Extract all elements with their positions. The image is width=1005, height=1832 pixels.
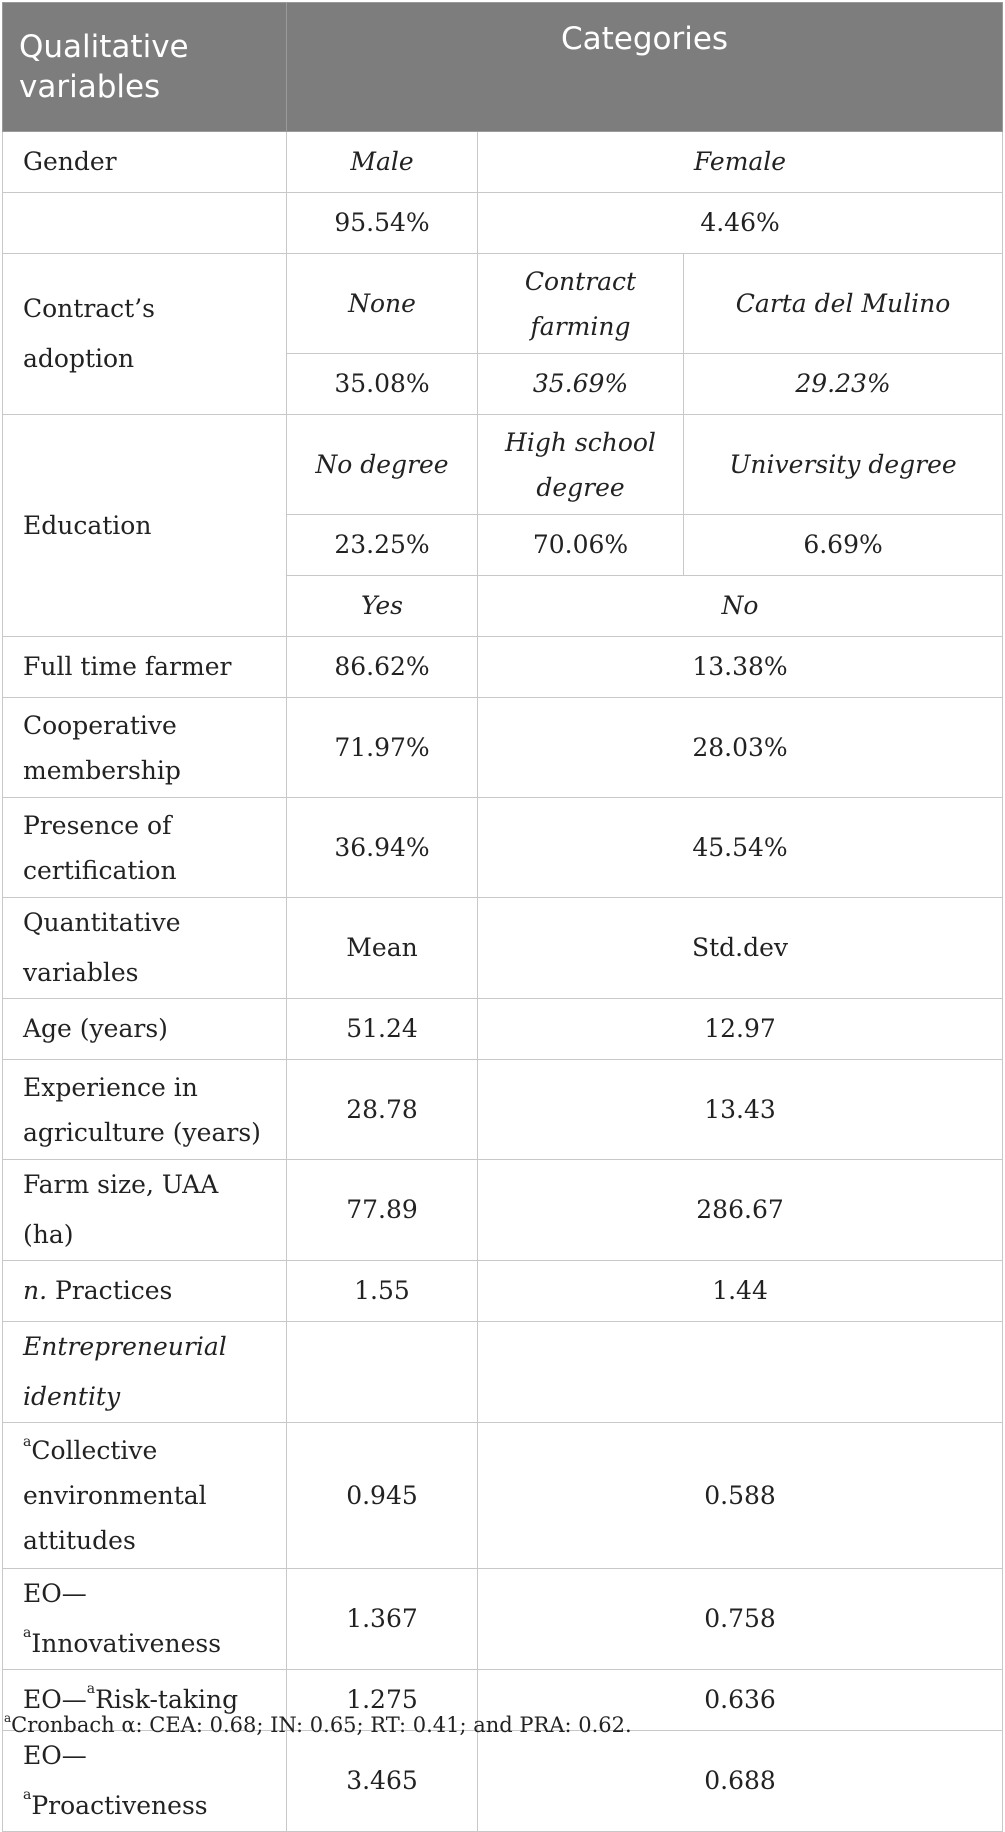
education-university: University degree — [684, 415, 1003, 515]
cert-no: 45.54% — [478, 798, 1003, 898]
age-mean: 51.24 — [287, 999, 478, 1060]
table-row — [3, 1060, 1003, 1160]
education-high-school-pct: 70.06% — [478, 515, 684, 576]
empty-cell — [478, 1322, 1003, 1423]
education-no-degree: No degree — [287, 415, 478, 515]
contract-carta-del-mulino: Carta del Mulino — [684, 254, 1003, 354]
cert-yes: 36.94% — [287, 798, 478, 898]
risk-mean: 1.275 — [287, 1670, 478, 1731]
proact-prefix: EO— — [23, 1741, 87, 1770]
footnote-marker: a — [4, 1711, 12, 1725]
farm-size-label: Farm size, UAA (ha) — [3, 1160, 287, 1261]
gender-label: Gender — [3, 132, 287, 193]
innov-footnote-marker: a — [23, 1625, 32, 1641]
footnote-text: Cronbach α: CEA: 0.68; IN: 0.65; RT: 0.41; and PRA: 0.62. — [11, 1713, 632, 1737]
table-row — [3, 798, 1003, 898]
gender-male-pct: 95.54% — [287, 193, 478, 254]
full-time-no: 13.38% — [478, 637, 1003, 698]
summary-statistics-table — [2, 2, 1003, 1832]
quant-header-sd: Std.dev — [478, 898, 1003, 999]
proact-footnote-marker: a — [23, 1787, 32, 1803]
experience-sd: 13.43 — [478, 1060, 1003, 1160]
table-footnote — [4, 1713, 632, 1737]
full-time-label: Full time farmer — [3, 637, 287, 698]
proact-mean: 3.465 — [287, 1731, 478, 1832]
cea-sd: 0.588 — [478, 1423, 1003, 1569]
contract-farming-pct: 35.69% — [478, 354, 684, 415]
risk-footnote-marker: a — [86, 1681, 96, 1697]
table-row — [3, 1569, 1003, 1670]
empty-cell — [3, 193, 287, 254]
innov-label: Innovativeness — [31, 1629, 222, 1658]
empty-cell — [287, 1322, 478, 1423]
table-row — [3, 254, 1003, 354]
contract-label: Contract’s adoption — [3, 254, 287, 415]
header-categories: Categories — [287, 3, 1003, 132]
practices-label-rest: Practices — [47, 1276, 173, 1305]
table-row — [3, 898, 1003, 999]
quant-header-label: Quantitative variables — [3, 898, 287, 999]
contract-none: None — [287, 254, 478, 354]
table-row — [3, 1423, 1003, 1569]
header-qualitative-variables: Qualitative variables — [3, 3, 287, 132]
no-header: No — [478, 576, 1003, 637]
practices-label-n: n. — [23, 1276, 48, 1305]
cea-label: Collective environmental attitudes — [23, 1436, 207, 1555]
coop-label: Cooperative membership — [3, 698, 287, 798]
gender-female: Female — [478, 132, 1003, 193]
table-row — [3, 999, 1003, 1060]
risk-prefix: EO— — [23, 1685, 87, 1714]
table-row — [3, 415, 1003, 515]
practices-mean: 1.55 — [287, 1261, 478, 1322]
entrepreneurial-identity-label: Entrepreneurial identity — [3, 1322, 287, 1423]
contract-carta-pct: 29.23% — [684, 354, 1003, 415]
risk-sd: 0.636 — [478, 1670, 1003, 1731]
cea-footnote-marker: a — [23, 1434, 32, 1450]
proact-sd: 0.688 — [478, 1731, 1003, 1832]
cea-mean: 0.945 — [287, 1423, 478, 1569]
education-high-school: High school degree — [478, 415, 684, 515]
cert-label: Presence of certification — [3, 798, 287, 898]
practices-label — [3, 1261, 287, 1322]
innov-sd: 0.758 — [478, 1569, 1003, 1670]
risk-label: Risk-taking — [95, 1685, 239, 1714]
proact-label: Proactiveness — [31, 1791, 208, 1820]
contract-none-pct: 35.08% — [287, 354, 478, 415]
table-row — [3, 1322, 1003, 1423]
education-label: Education — [3, 415, 287, 637]
gender-male: Male — [287, 132, 478, 193]
table-header-row — [3, 3, 1003, 132]
innov-label-cell — [3, 1569, 287, 1670]
experience-label: Experience in agriculture (years) — [3, 1060, 287, 1160]
yes-header: Yes — [287, 576, 478, 637]
education-university-pct: 6.69% — [684, 515, 1003, 576]
coop-yes: 71.97% — [287, 698, 478, 798]
farm-size-mean: 77.89 — [287, 1160, 478, 1261]
table-row — [3, 637, 1003, 698]
gender-female-pct: 4.46% — [478, 193, 1003, 254]
table-row — [3, 1160, 1003, 1261]
table-row — [3, 193, 1003, 254]
coop-no: 28.03% — [478, 698, 1003, 798]
table-row — [3, 698, 1003, 798]
experience-mean: 28.78 — [287, 1060, 478, 1160]
quant-header-mean: Mean — [287, 898, 478, 999]
cea-label-cell — [3, 1423, 287, 1569]
full-time-yes: 86.62% — [287, 637, 478, 698]
contract-farming: Contract farming — [478, 254, 684, 354]
practices-sd: 1.44 — [478, 1261, 1003, 1322]
innov-mean: 1.367 — [287, 1569, 478, 1670]
age-label: Age (years) — [3, 999, 287, 1060]
table-row — [3, 1261, 1003, 1322]
table-row — [3, 132, 1003, 193]
farm-size-sd: 286.67 — [478, 1160, 1003, 1261]
innov-prefix: EO— — [23, 1579, 87, 1608]
education-no-degree-pct: 23.25% — [287, 515, 478, 576]
age-sd: 12.97 — [478, 999, 1003, 1060]
